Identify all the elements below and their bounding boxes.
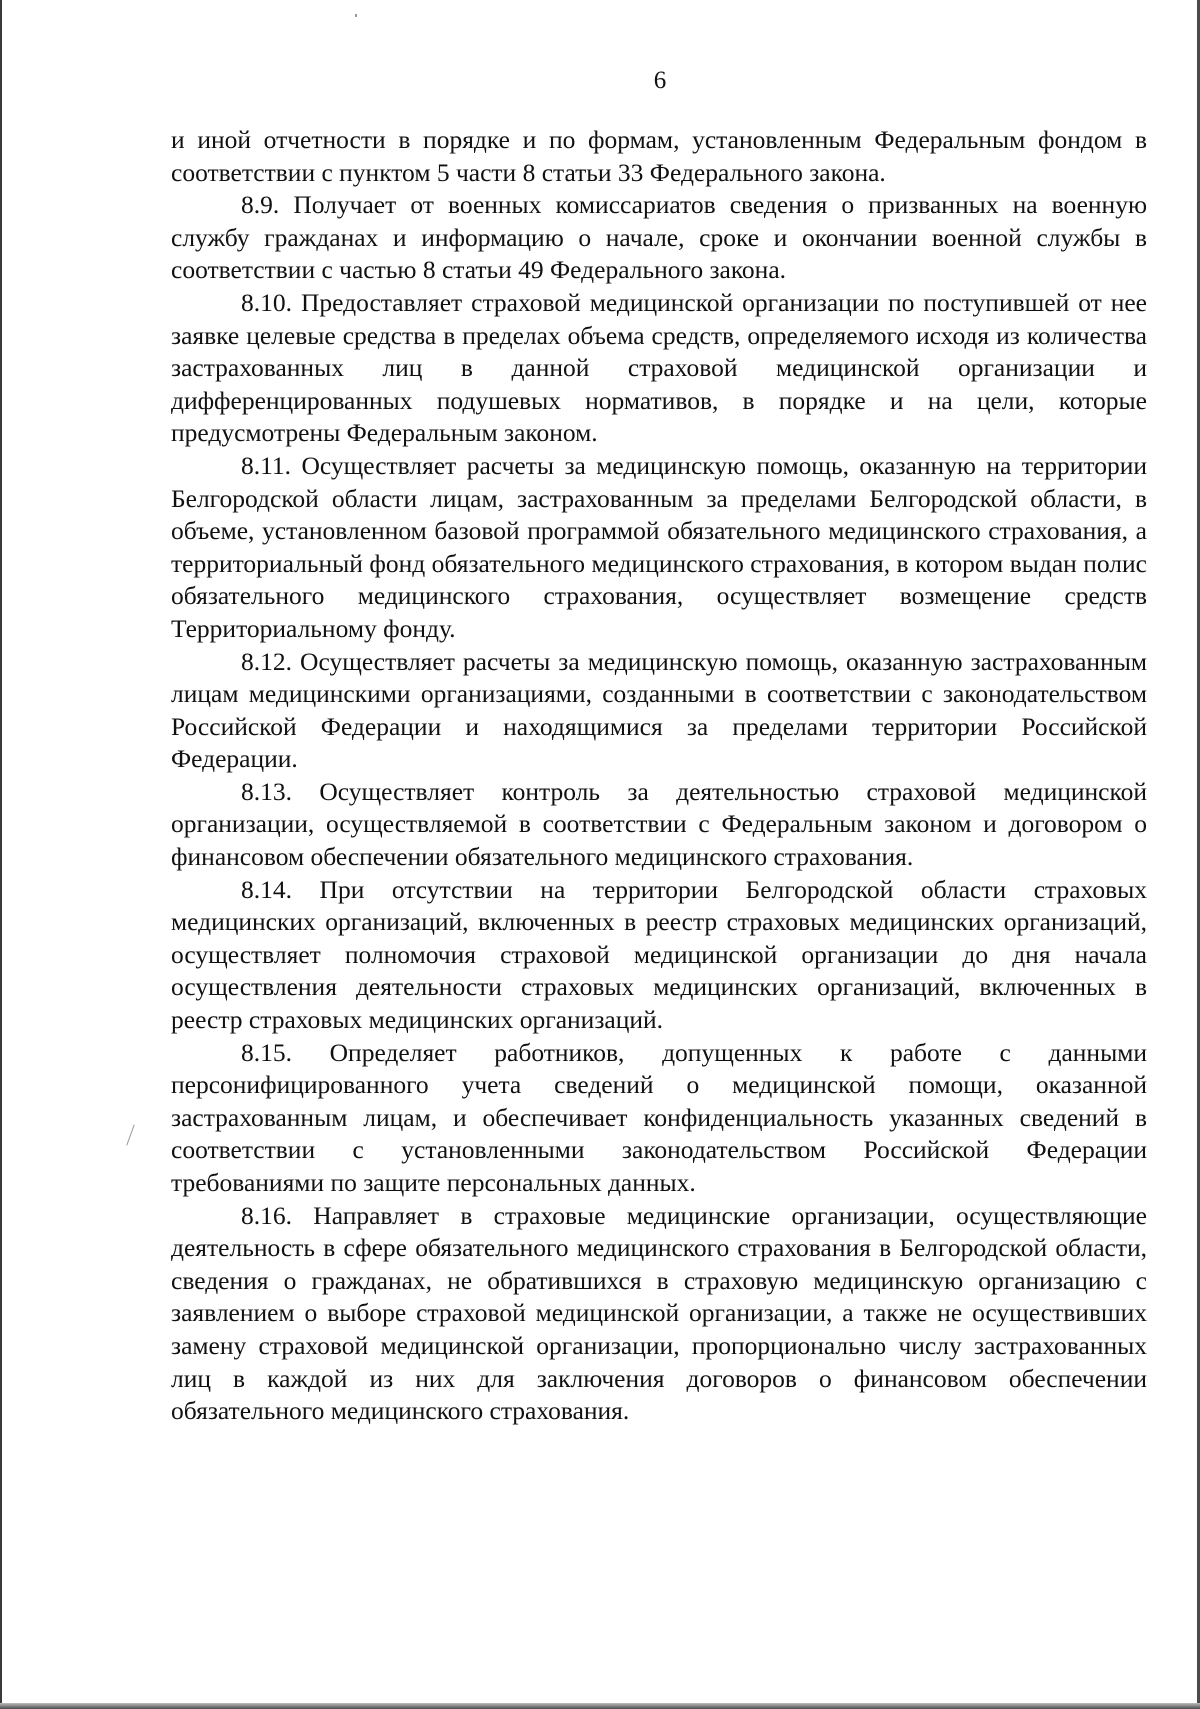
- paragraph-8-9: 8.9. Получает от военных комиссариатов сведения о призванных на военную службу гражданах и информацию о начале, сроке и окончании военной службы в соответствии с частью 8 статьи 49 Федерального закона.: [171, 190, 1147, 285]
- paragraph-continuation: и иной отчетности в порядке и по формам, установленным Федеральным фондом в соответствии с пунктом 5 части 8 статьи 33 Федерального закона.: [171, 125, 1147, 187]
- paragraph-8-13: 8.13. Осуществляет контроль за деятельностью страховой медицинской организации, осуществляемой в соответствии с Федеральным законом и договором о финансовом обеспечении обязательного медицинского страхования.: [171, 776, 1147, 872]
- scan-edge-left: [0, 0, 2, 1709]
- paragraph-8-14: 8.14. При отсутствии на территории Белгородской области страховых медицинских организаций, включенных в реестр страховых медицинских организаций, осуществляет полномочия страховой медицинской организации до дня начала осуществления деятельности страховых медицинских организаций, включенных в реестр страховых медицинских организаций.: [171, 874, 1147, 1035]
- paragraph-8-16: 8.16. Направляет в страховые медицинские организации, осуществляющие деятельность в сфере обязательного медицинского страхования в Белгородской области, сведения о гражданах, не обратившихся в страховую медицинскую организацию с заявлением о выборе страховой медицинской организации, а также не осуществивших замену страховой медицинской организации, пропорционально числу застрахованных лиц в каждой из них для заключения договоров о финансовом обеспечении обязательного медицинского страхования.: [171, 1200, 1147, 1426]
- scan-speck: [355, 14, 357, 17]
- scan-edge-bottom: [0, 1703, 1200, 1709]
- paragraph-8-11: 8.11. Осуществляет расчеты за медицинскую помощь, оказанную на территории Белгородской области лицам, застрахованным за пределами Белгородской области, в объеме, установленном базовой программой обязательного медицинского страхования, а территориальный фонд обязательного медицинского страхования, в котором выдан полис обязательного медицинского страхования, осуществляет возмещение средств Территориальному фонду.: [171, 450, 1147, 643]
- paragraph-8-15: 8.15. Определяет работников, допущенных к работе с данными персонифицированного учета сведений о медицинской помощи, оказанной застрахованным лицам, и обеспечивает конфиденциальность указанных сведений в соответствии с установленными законодательством Российской Федерации требованиями по защите персональных данных.: [171, 1037, 1147, 1197]
- paragraph-8-12: 8.12. Осуществляет расчеты за медицинскую помощь, оказанную застрахованным лицам медицинскими организациями, созданными в соответствии с законодательством Российской Федерации и находящимися за пределами территории Российской Федерации.: [171, 646, 1147, 774]
- scan-speck: [126, 1124, 134, 1145]
- page-number: 6: [653, 67, 667, 94]
- paragraph-8-10: 8.10. Предоставляет страховой медицинской организации по поступившей от нее заявке целевые средства в пределах объема средств, определяемого исходя из количества застрахованных лиц в данной страховой медицинской организации и дифференцированных подушевых нормативов, в порядке и на цели, которые предусмотрены Федеральным законом.: [171, 287, 1147, 448]
- document-body: [171, 124, 1147, 1428]
